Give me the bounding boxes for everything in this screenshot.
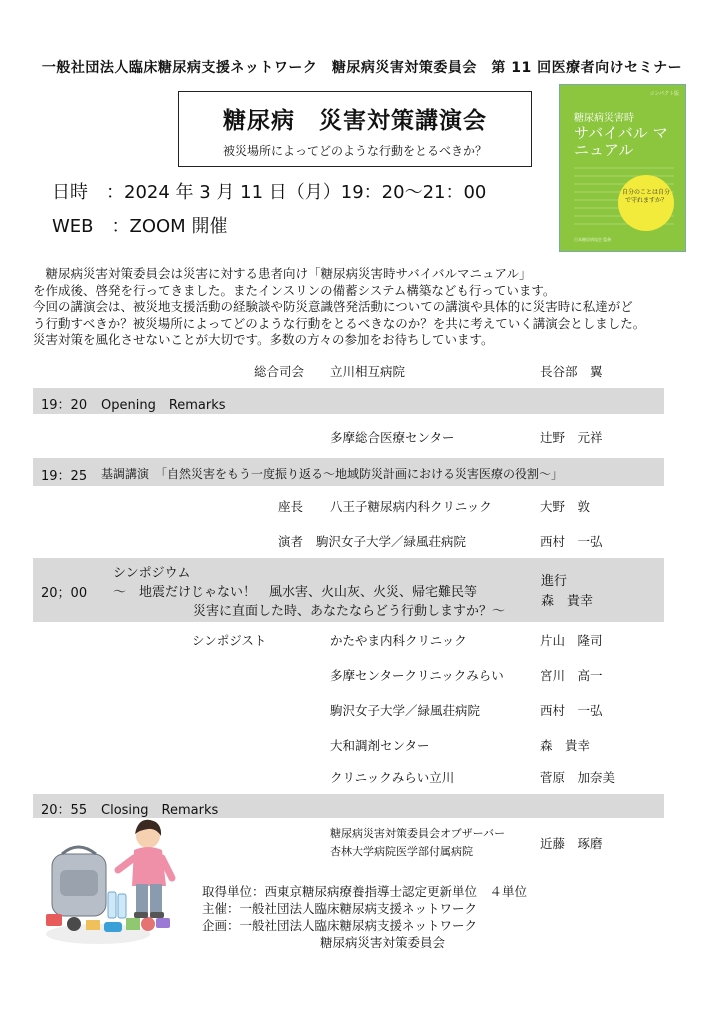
closing-label: Closing Remarks [101,803,219,818]
book-badge [618,175,674,231]
keynote-speaker-name: 西村 一弘 [540,534,603,549]
keynote-speaker-role: 演者 [278,534,304,549]
intro-line: 糖尿病災害対策委員会は災害に対する患者向け「糖尿病災害時サバイバルマニュアル」 [33,266,532,281]
committee-info: 糖尿病災害対策委員会 [320,935,446,950]
credit-info: 取得単位：西東京糖尿病療養指導士認定更新単位 ４単位 [202,884,528,899]
intro-line: 今回の講演会は、被災地支援活動の経験談や防災意識啓発活動についての講演や具体的に災害時に私達がど [33,299,633,314]
keynote-label: 基調講演 「自然災害をもう一度振り返る〜地域防災計画における災害医療の役割〜」 [101,467,564,481]
symposium-theme-line1: 〜 地震だけじゃない！ 風水害、火山灰、火災、帰宅難民等 [113,585,478,600]
keynote-chair-role: 座長 [278,499,304,514]
intro-line: 災害対策を風化させないことが大切です。多数の方々の参加をお待ちしています。 [33,332,494,347]
intro-line: う行動すべきか？被災場所によってどのような行動をとるべきなのか？を共に考えていく講演会としました。 [33,315,646,331]
moderator-label: 進行 [541,574,568,589]
page-title: 糖尿病 災害対策講演会 [223,108,487,134]
symposist-name: 西村 一弘 [540,703,603,718]
page-subtitle: 被災場所によってどのような行動をとるべきか？ [222,144,487,158]
book-title-line1: 糖尿病災害時 [574,113,634,124]
intro-paragraph [33,266,695,349]
symposist-name: 片山 隆司 [540,633,603,648]
keynote-band [33,458,664,486]
closing-time: 20：55 [41,803,88,818]
book-publisher: 日本糖尿病協会 監修 [574,237,612,242]
book-badge-text: 自分のことは自分で守れますか？ [622,189,671,204]
symposist-org: 大和調剤センター [330,738,430,753]
symposist-name: 森 貴幸 [540,738,591,753]
symposist-org: 多摩センタークリニックみらい [330,668,504,683]
symposist-name: 宮川 高一 [540,668,603,683]
keynote-speaker-org: 駒沢女子大学／緑風荘病院 [316,534,467,549]
planner-info: 企画：一般社団法人臨床糖尿病支援ネットワーク [202,918,478,933]
symposist-name: 菅原 加奈美 [540,770,616,785]
event-datetime: 日時 ：2024 年 3 月 11 日（月）19：20〜21：00 [52,182,487,203]
chair-name: 長谷部 翼 [540,364,603,379]
event-venue: WEB ：ZOOM 開催 [52,216,228,237]
closing-org-line2: 杏林大学病院医学部付属病院 [330,845,473,858]
keynote-chair-org: 八王子糖尿病内科クリニック [330,499,492,514]
closing-org-line1: 糖尿病災害対策委員会オブザーバー [330,827,506,840]
opening-label: Opening Remarks [101,398,226,413]
book-series-label: コンパクト版 [649,91,679,97]
keynote-chair-name: 大野 敦 [540,499,591,514]
symposium-label: シンポジウム [113,566,191,581]
chair-org: 立川相互病院 [330,364,406,379]
opening-time: 19：20 [41,398,88,413]
symposist-org: 駒沢女子大学／緑風荘病院 [330,703,481,718]
symposium-band [33,558,664,622]
emergency-kit-illustration [38,814,190,954]
book-title-line2: サバイバル マニュアル [574,124,668,159]
opening-band [33,388,664,414]
host-info: 主催：一般社団法人臨床糖尿病支援ネットワーク [202,901,478,916]
seminar-header: 一般社団法人臨床糖尿病支援ネットワーク 糖尿病災害対策委員会 第 11 回医療者向けセミナー [41,60,683,76]
opening-name: 辻野 元祥 [540,430,603,445]
symposist-label: シンポジスト [192,633,267,648]
symposist-org: かたやま内科クリニック [330,633,467,648]
symposium-time: 20；00 [41,586,88,601]
moderator-name: 森 貴幸 [541,594,594,609]
symposist-org: クリニックみらい立川 [330,770,455,785]
closing-name: 近藤 琢磨 [540,836,603,851]
title-box [178,91,532,167]
opening-org: 多摩総合医療センター [330,430,455,445]
symposium-theme-line2: 災害に直面した時、あなたならどう行動しますか？〜 [193,604,506,619]
manual-cover-image [559,84,686,252]
chair-role: 総合司会 [254,364,305,379]
keynote-time: 19：25 [41,469,88,484]
intro-line: を作成後、啓発を行ってきました。またインスリンの備蓄システム構築なども行っています。 [33,282,556,298]
